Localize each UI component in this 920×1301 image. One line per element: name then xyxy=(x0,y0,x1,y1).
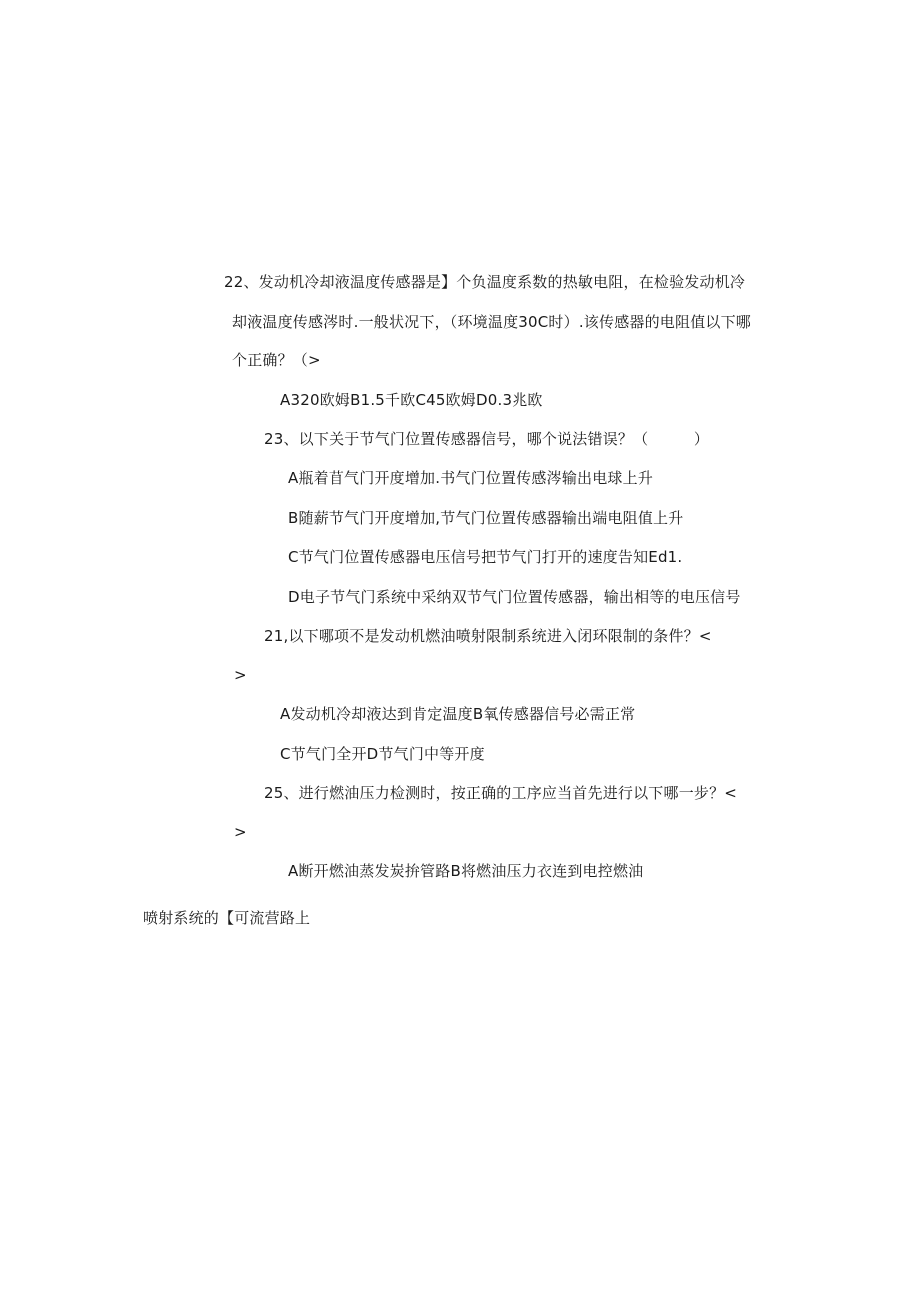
q23-option-a: A瓶着苜气门开度增加.书气门位置传感涔输出电球上升 xyxy=(288,469,654,487)
q23-option-d: D电子节气门系统中采纳双节气门位置传感器，输出相等的电压信号 xyxy=(288,588,741,606)
q21-options-ab: A发动机冷却液达到肯定温度B氧传感器信号必需正常 xyxy=(280,705,636,723)
q23-option-c: C节气门位置传感器电压信号把节气门打开的速度告知Ed1. xyxy=(288,548,683,566)
q22-line-3: 个正确？（> xyxy=(232,351,321,369)
q25-options-ab: A断开燃油蒸发炭拚管路B将燃油压力衣连到电控燃油 xyxy=(288,862,644,880)
q25-stem: 25、进行燃油压力检测时，按正确的工序应当首先进行以下哪一步？< xyxy=(264,784,738,802)
q22-line-2: 却液温度传感涔时.一般状况下，（环境温度30C时）.该传感器的电阻值以下哪 xyxy=(232,313,751,331)
q22-line-1: 22、发动机冷却液温度传感器是】个负温度系数的热敏电阻，在检验发动机冷 xyxy=(224,273,746,291)
q21-stem: 21,以下哪项不是发动机燃油喷射限制系统进入闭环限制的条件？< xyxy=(264,627,712,645)
q23-stem: 23、以下关于节气门位置传感器信号，哪个说法错误？（ ） xyxy=(264,430,710,448)
q21-options-cd: C节气门全开D节气门中等开度 xyxy=(280,745,485,763)
q23-option-b: B随薪节气门开度增加,节气门位置传感器输出端电阻值上升 xyxy=(288,509,684,527)
q22-options: A320欧姆B1.5千欧C45欧姆D0.3兆欧 xyxy=(280,391,543,409)
q21-stem-end: > xyxy=(234,666,247,684)
q25-stem-end: > xyxy=(234,823,247,841)
q25-continuation: 喷射系统的【可流营路上 xyxy=(143,909,311,927)
